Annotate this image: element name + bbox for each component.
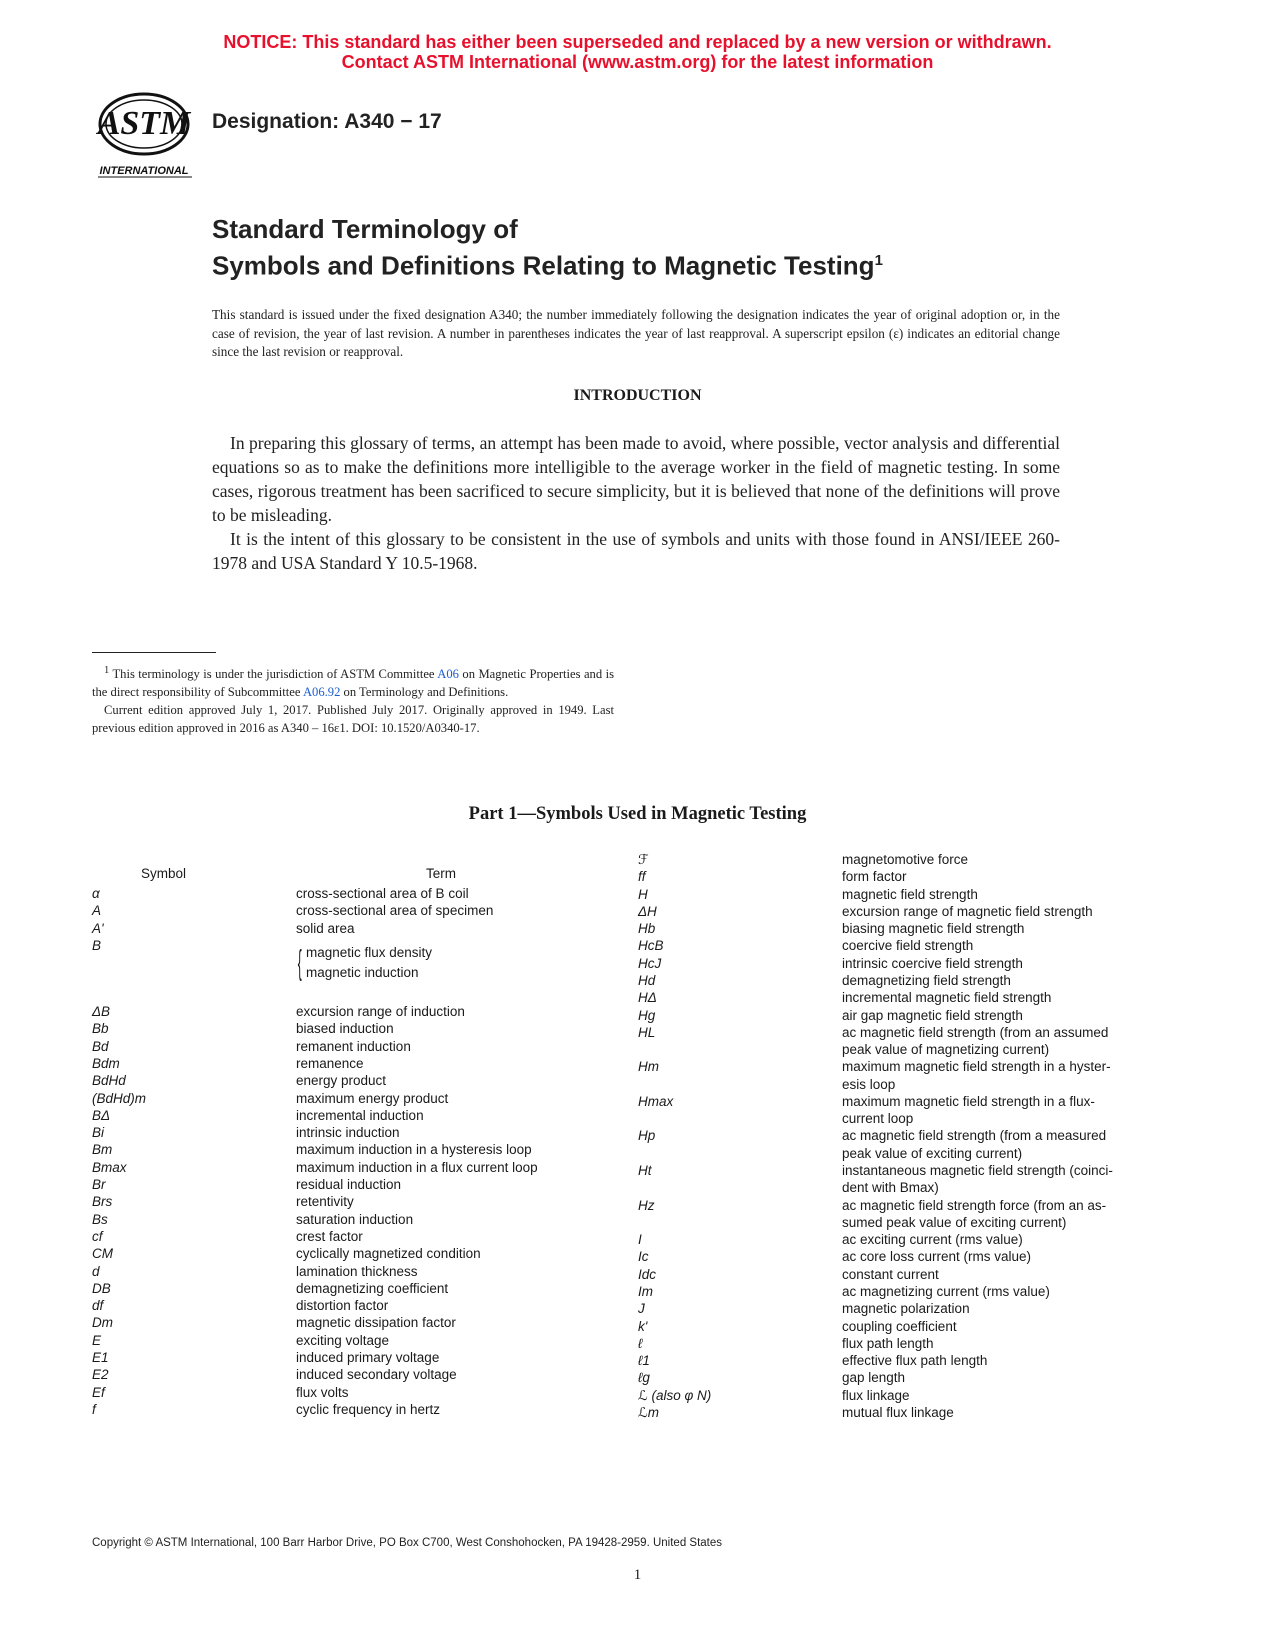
term-cell: current loop bbox=[842, 1111, 914, 1127]
term-cell: residual induction bbox=[296, 1177, 402, 1192]
issue-note: This standard is issued under the fixed designation A340; the number immediately following the designation indicates the year of original adoption or, in the case of revision, the year of last revision. A number in parentheses indicates the year of last reapproval. A superscript epsilon (ε) indicates an editorial change since the last revision or reapproval. bbox=[212, 307, 1060, 359]
term-cell: ac magnetic field strength (from an assumed bbox=[842, 1024, 1109, 1040]
symbol-cell: ΔB bbox=[92, 1004, 111, 1019]
symbol-cell: CM bbox=[92, 1246, 113, 1262]
term-cell: peak value of exciting current) bbox=[842, 1145, 1023, 1161]
symbol-cell: (BdHd)m bbox=[92, 1090, 147, 1106]
symbol-cell: H bbox=[638, 886, 648, 902]
term-cell: biased induction bbox=[296, 1021, 394, 1037]
symbol-cell: J bbox=[638, 1301, 645, 1317]
term-cell: ac core loss current (rms value) bbox=[842, 1249, 1032, 1265]
document-title bbox=[212, 213, 883, 282]
column-header-symbol: Symbol bbox=[141, 866, 187, 881]
term-cell: incremental magnetic field strength bbox=[842, 990, 1052, 1006]
term-cell: induced primary voltage bbox=[296, 1350, 440, 1365]
symbol-cell: Bi bbox=[92, 1125, 105, 1141]
symbol-cell: Hz bbox=[638, 1197, 655, 1213]
term-cell: intrinsic coercive field strength bbox=[842, 955, 1023, 971]
symbol-cell: A' bbox=[92, 920, 104, 936]
symbol-cell: E1 bbox=[92, 1350, 109, 1365]
footnote-divider bbox=[92, 652, 216, 653]
symbol-cell: Brs bbox=[92, 1194, 113, 1210]
term-cell: incremental induction bbox=[296, 1107, 424, 1123]
footnote-edition: Current edition approved July 1, 2017. Published July 2017. Originally approved in 1949. Last previous edition approved in 2016 as A340 – 16ε1. DOI: 10.1520/A0340-17. bbox=[92, 703, 614, 736]
term-cell: demagnetizing coefficient bbox=[296, 1280, 449, 1296]
symbol-cell: Bdm bbox=[92, 1055, 120, 1071]
symbol-cell: Hd bbox=[638, 972, 656, 988]
introduction-body bbox=[212, 431, 1060, 575]
term-cell: form factor bbox=[842, 869, 907, 885]
term-cell: dent with Bmax) bbox=[842, 1180, 939, 1196]
symbol-cell: ℱ bbox=[638, 852, 649, 867]
symbol-cell: df bbox=[92, 1298, 104, 1314]
withdrawal-notice bbox=[0, 32, 1275, 72]
footnote bbox=[92, 662, 614, 737]
logo-mark: ASTM bbox=[97, 105, 191, 142]
term-cell: maximum magnetic field strength in a flux- bbox=[842, 1093, 1095, 1109]
term-cell: excursion range of induction bbox=[296, 1004, 465, 1019]
term-cell: crest factor bbox=[296, 1228, 363, 1244]
term-cell: magnetomotive force bbox=[842, 852, 969, 867]
page-number: 1 bbox=[633, 1567, 642, 1583]
part1-heading: Part 1—Symbols Used in Magnetic Testing bbox=[468, 804, 807, 824]
symbol-cell: Ht bbox=[638, 1163, 652, 1179]
term-cell: lamination thickness bbox=[296, 1263, 418, 1279]
symbol-cell: Bd bbox=[92, 1038, 109, 1054]
introduction-paragraph: In preparing this glossary of terms, an attempt has been made to avoid, where possible, vector analysis and differential equations so as to make the definitions more intelligible to the average worker in the field of magnetic testing. In some cases, rigorous treatment has been sacrificed to secure simplicity, but it is believed that none of the definitions will prove to be misleading. bbox=[212, 433, 1060, 525]
term-cell: cross-sectional area of specimen bbox=[296, 903, 494, 919]
symbol-cell: Bmax bbox=[92, 1159, 127, 1175]
symbol-cell: Idc bbox=[638, 1266, 657, 1282]
term-cell: induced secondary voltage bbox=[296, 1367, 457, 1383]
term-cell: cyclically magnetized condition bbox=[296, 1246, 481, 1262]
symbol-cell: HΔ bbox=[638, 990, 657, 1006]
term-cell: effective flux path length bbox=[842, 1353, 988, 1369]
term-cell: peak value of magnetizing current) bbox=[842, 1042, 1050, 1058]
term-cell: maximum magnetic field strength in a hyster- bbox=[842, 1059, 1111, 1075]
symbol-cell: Hp bbox=[638, 1128, 656, 1144]
term-cell: ac magnetic field strength (from a measured bbox=[842, 1128, 1107, 1144]
symbol-cell: k' bbox=[638, 1318, 648, 1334]
footnote-text: on Terminology and Definitions. bbox=[343, 685, 509, 700]
symbol-cell: BdHd bbox=[92, 1073, 126, 1089]
symbol-cell: Ef bbox=[92, 1384, 105, 1400]
term-cell: saturation induction bbox=[296, 1211, 414, 1227]
term-cell: constant current bbox=[842, 1266, 939, 1282]
symbol-cell: Br bbox=[92, 1177, 106, 1192]
footnote-text: on Magnetic Properties and is the direct responsibility of Subcommittee bbox=[92, 667, 614, 700]
symbol-cell: Hb bbox=[638, 921, 656, 937]
term-cell: flux volts bbox=[296, 1384, 349, 1400]
term-cell: remanent induction bbox=[296, 1038, 411, 1054]
term-cell: retentivity bbox=[296, 1194, 354, 1210]
term-cell: magnetic flux density bbox=[306, 945, 433, 960]
symbol-cell: E bbox=[92, 1332, 102, 1348]
symbol-cell: cf bbox=[92, 1228, 103, 1244]
symbol-cell: DB bbox=[92, 1280, 111, 1296]
term-cell: cross-sectional area of B coil bbox=[296, 886, 469, 901]
symbol-cell: I bbox=[638, 1232, 642, 1248]
term-cell: distortion factor bbox=[296, 1298, 389, 1314]
term-cell: sumed peak value of exciting current) bbox=[842, 1214, 1067, 1230]
symbol-cell: BΔ bbox=[92, 1107, 111, 1123]
term-cell: magnetic induction bbox=[306, 965, 419, 980]
term-cell: magnetic field strength bbox=[842, 886, 978, 902]
title-footnote-mark: 1 bbox=[874, 252, 883, 269]
symbol-cell: Dm bbox=[92, 1315, 113, 1331]
term-cell: magnetic dissipation factor bbox=[296, 1315, 456, 1331]
footnote-mark: 1 bbox=[104, 665, 110, 676]
notice-line-2: Contact ASTM International (www.astm.org) for the latest information bbox=[341, 52, 934, 72]
term-cell: biasing magnetic field strength bbox=[842, 921, 1025, 937]
term-cell: exciting voltage bbox=[296, 1332, 390, 1348]
term-cell: esis loop bbox=[842, 1076, 896, 1092]
footnote-text: This terminology is under the jurisdiction of ASTM Committee bbox=[112, 667, 435, 682]
term-cell: coercive field strength bbox=[842, 938, 974, 954]
term-cell: magnetic polarization bbox=[842, 1301, 970, 1317]
symbol-cell: HcB bbox=[638, 938, 664, 954]
introduction-heading: INTRODUCTION bbox=[573, 387, 702, 404]
term-cell: intrinsic induction bbox=[296, 1125, 400, 1141]
symbol-cell: ff bbox=[638, 869, 646, 885]
symbol-cell: ℓ1 bbox=[638, 1353, 650, 1369]
title-line-1: Standard Terminology of bbox=[212, 214, 518, 244]
symbol-cell: B bbox=[92, 937, 102, 953]
designation: Designation: A340 − 17 bbox=[212, 110, 442, 133]
symbol-cell: ℓ bbox=[638, 1335, 643, 1351]
symbol-cell: Hm bbox=[638, 1059, 659, 1075]
symbol-cell: Hg bbox=[638, 1007, 656, 1023]
symbol-cell: ℓg bbox=[638, 1370, 650, 1386]
symbol-cell: f bbox=[92, 1401, 96, 1417]
symbol-cell: Bm bbox=[92, 1142, 113, 1158]
term-cell: solid area bbox=[296, 920, 355, 936]
title-line-2: Symbols and Definitions Relating to Magnetic Testing bbox=[212, 250, 875, 281]
term-cell: ac exciting current (rms value) bbox=[842, 1232, 1023, 1248]
symbol-cell: Ic bbox=[638, 1249, 649, 1265]
term-cell: air gap magnetic field strength bbox=[842, 1007, 1023, 1023]
term-cell: cyclic frequency in hertz bbox=[296, 1401, 441, 1417]
symbol-cell: E2 bbox=[92, 1367, 109, 1383]
term-cell: ac magnetic field strength force (from an as- bbox=[842, 1197, 1107, 1213]
term-cell: ac magnetizing current (rms value) bbox=[842, 1284, 1050, 1299]
term-cell: maximum induction in a flux current loop bbox=[296, 1159, 538, 1175]
symbol-cell: HL bbox=[638, 1024, 656, 1040]
column-header-term: Term bbox=[426, 866, 456, 881]
term-cell: instantaneous magnetic field strength (coinci- bbox=[842, 1163, 1113, 1179]
term-cell: demagnetizing field strength bbox=[842, 972, 1011, 988]
term-cell: flux linkage bbox=[842, 1387, 910, 1403]
symbol-cell: d bbox=[92, 1263, 100, 1279]
term-cell: remanence bbox=[296, 1055, 364, 1071]
term-cell: gap length bbox=[842, 1370, 906, 1386]
symbol-cell: ℒm bbox=[638, 1404, 659, 1420]
term-cell: excursion range of magnetic field strength bbox=[842, 903, 1093, 919]
symbol-cell: Bb bbox=[92, 1021, 109, 1037]
brace-mark: { bbox=[297, 944, 302, 982]
symbol-cell: A bbox=[92, 903, 102, 919]
astm-logo bbox=[92, 86, 202, 180]
copyright: Copyright © ASTM International, 100 Barr Harbor Drive, PO Box C700, West Conshohocken, PA 19428-2959. United States bbox=[92, 1537, 723, 1549]
term-cell: flux path length bbox=[842, 1335, 934, 1351]
term-cell: mutual flux linkage bbox=[842, 1404, 954, 1420]
symbol-cell: α bbox=[92, 886, 100, 901]
committee-link[interactable]: A06 bbox=[437, 667, 459, 682]
introduction-paragraph: It is the intent of this glossary to be consistent in the use of symbols and units with those found in ANSI/IEEE 260-1978 and USA Standard Y 10.5-1968. bbox=[212, 529, 1060, 573]
subcommittee-link[interactable]: A06.92 bbox=[302, 685, 341, 700]
term-cell: coupling coefficient bbox=[842, 1318, 957, 1334]
symbol-cell: Im bbox=[638, 1284, 653, 1299]
symbol-cell: Bs bbox=[92, 1211, 108, 1227]
symbol-cell: ΔH bbox=[638, 903, 657, 919]
term-cell: energy product bbox=[296, 1073, 387, 1089]
symbol-cell: ℒ (also φ N) bbox=[638, 1387, 712, 1403]
notice-line-1: NOTICE: This standard has either been superseded and replaced by a new version or withdrawn. bbox=[223, 32, 1052, 52]
symbol-cell: HcJ bbox=[638, 955, 662, 971]
term-cell: maximum energy product bbox=[296, 1090, 449, 1106]
logo-subtitle: INTERNATIONAL bbox=[99, 165, 189, 177]
symbol-cell: Hmax bbox=[638, 1093, 674, 1109]
term-cell: maximum induction in a hysteresis loop bbox=[296, 1142, 532, 1158]
